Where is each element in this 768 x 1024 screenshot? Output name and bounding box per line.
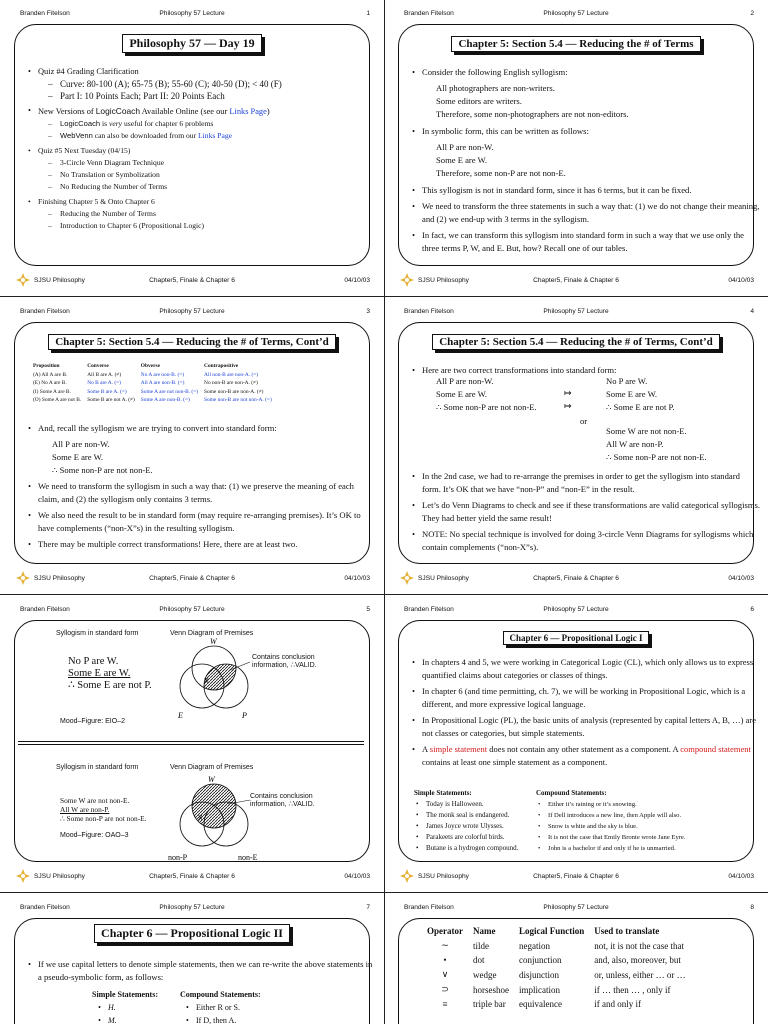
transformation-right-1: No P are W. Some E are W. ∴ Some E are not P. [606,376,675,412]
bullet: • If we use capital letters to denote simple statements, then we can re-write the above statements in a pseudo-symbolic form, as follows: [26,958,376,984]
syllogism-line: Some E are W. [436,155,488,165]
section-divider [18,741,364,742]
bullet: • Let’s do Venn Diagrams to check and see if these transformations are valid categorical syllogisms. They had better yield the same result! [410,499,760,525]
links-page-link[interactable]: Links Page [198,131,232,140]
syllogism-bottom: Some W are not non-E. All W are non-P. ∴ Some non-P are not non-E. [60,796,147,823]
sub-bullet: – Curve: 80-100 (A); 65-75 (B); 55-60 (C); 40-50 (D); < 40 (F) [38,78,376,90]
slide-header: Branden Fitelson Philosophy 57 Lecture 8 [404,904,754,911]
sub-bullet: – Part I: 10 Points Each; Part II: 20 Points Each [38,90,376,102]
syllogism-top: No P are W. Some E are W. ∴ Some E are not P. [68,656,152,691]
slide-5 [0,596,384,892]
svg-text:non-E: non-E [238,853,258,862]
syllogism-line: All P are non-W. [52,439,110,449]
slide-header: Branden Fitelson Philosophy 57 Lecture 4 [404,308,754,315]
bullet: • New Versions of LogicCoach Available Online (see our Links Page) – LogicCoach is very useful for chapter 6 problems – WebVenn can also be downloaded from our Links Page [26,105,376,142]
conclusion-note: Contains conclusion information, ∴VALID. [252,654,317,669]
slide-footer: SJSU Philosophy Chapter5, Finale & Chapter 6 04/10/03 [394,276,758,288]
slide-body [26,958,376,987]
mood-figure: Mood–Figure: OAO–3 [60,832,129,839]
syllogism-line: All photographers are non-writers. [436,83,555,93]
slide-title: Chapter 5: Section 5.4 — Reducing the # of Terms, Cont’d [384,332,768,350]
slide-footer: SJSU Philosophy Chapter5, Finale & Chapter 6 04/10/03 [10,872,374,884]
slide-3 [0,298,384,594]
sub-bullet: – LogicCoach is very useful for chapter 6 problems [38,118,376,130]
slide-8 [384,894,768,1024]
horizontal-divider [0,892,768,893]
slide-header: Branden Fitelson Philosophy 57 Lecture 6 [404,606,754,613]
slide-title: Philosophy 57 — Day 19 [0,34,384,53]
conversion-table: Proposition Converse Obverse Contrapositive (A) All A are B. All B are A. (≠) No A are non-B. (=) All non-B are non-A. (=) (E) No A are B. No B are A. (=) All A are non-B. (=) No non-B are non-A. (≠) (I) Some A are B. Some B are A. (=) Some A are not non-B. (=) Some non-B are non-A. (≠) (O) Some A are not B. Some B are not A. (≠) Some A are non-B. (=) Some non-B are not non-A. (=) [33,363,272,403]
bullet: • NOTE: No special technique is involved for doing 3-circle Venn Diagrams for syllogisms which contain complements (“non-X”s). [410,528,760,554]
slide-body [410,656,760,772]
slide-title: Chapter 6 — Propositional Logic II [0,924,384,943]
slide-footer: SJSU Philosophy Chapter5, Finale & Chapter 6 04/10/03 [10,276,374,288]
author: Branden Fitelson [20,10,70,17]
transformation-left: All P are non-W. Some E are W. ∴ Some non-P are not non-E. [436,376,537,412]
sub-bullet: – Reducing the Number of Terms [38,208,376,220]
section-divider [18,744,364,745]
slide-title: Chapter 6 — Propositional Logic I [384,628,768,646]
compound-statements: Compound Statements: • Either R or S. • If D, then A. [180,988,261,1024]
sub-bullet: – No Translation or Symbolization [38,169,376,181]
bullet: • Finishing Chapter 5 & Onto Chapter 6 – Reducing the Number of Terms – Introduction to Chapter 6 (Propositional Logic) [26,196,376,232]
sub-bullet: – Introduction to Chapter 6 (Propositional Logic) [38,220,376,232]
syllogism-label: Syllogism in standard form [56,764,139,771]
slide-1 [0,0,384,296]
bullet: • In chapter 6 (and time permitting, ch. 7), we will be working in Propositional Logic, which is a different, and more expressive logical language. [410,685,760,711]
bullet: • Consider the following English syllogism: [410,66,760,79]
bullet: • We need to transform the three statements in such a way that: (1) we do not change their meaning, and (2) we end-up with 3 terms in the syllogism. [410,200,760,226]
syllogism-line: Some editors are writers. [436,96,522,106]
slide-6 [384,596,768,892]
simple-statements: Simple Statements: • H. • M. [92,988,158,1024]
maps-to-arrow: ↦ [564,388,572,398]
slide-footer: SJSU Philosophy Chapter5, Finale & Chapter 6 04/10/03 [394,574,758,586]
bullet: • A simple statement does not contain any other statement as a component. A compound statement contains at least one simple statement as a component. [410,743,760,769]
or-label: or [580,416,588,426]
bullet: • We need to transform the syllogism in such a way that: (1) we preserve the meaning of each claim, and (2) the syllogism only contains 3 terms. [26,480,376,506]
slide-title: Chapter 5: Section 5.4 — Reducing the # of Terms, Cont’d [0,332,384,350]
syllogism-line: All P are non-W. [436,142,494,152]
compound-statements: Compound Statements: • Either it’s raining or it’s snowing. • If Dell introduces a new line, then Apple will also. • Snow is white and the sky is blue. • It is not the case that Emily Bronte wrote Jane Eyre. • John is a bachelor if and only if he is unmarried. [536,788,746,854]
slide-header: Branden Fitelson Philosophy 57 Lecture 7 [20,904,370,911]
bullet: • This syllogism is not in standard form, since it has 6 terms, but it can be fixed. [410,184,760,197]
slide-header: Branden Fitelson Philosophy 57 Lecture 5 [20,606,370,613]
bullet: • In fact, we can transform this syllogism into standard form in such a way that we use only the three terms P, W, and E. But, how? Recall one of our tables. [410,229,760,255]
horizontal-divider [0,594,768,595]
svg-text:X: X [204,678,209,685]
operator-table: Operator Name Logical Function Used to translate ∼ tilde negation not, it is not the case that • dot conjunction and, also, moreover, but ∨ wedge disjunction or, unless, either … or … ⊃ horseshoe implication if … then … , only if ≡ triple bar equivalence if and only if [427,926,686,1009]
bullet: • And, recall the syllogism we are trying to convert into standard form: [26,422,376,435]
slide-header [10,10,374,22]
slide-footer: SJSU Philosophy Chapter5, Finale & Chapter 6 04/10/03 [394,872,758,884]
slide-2 [384,0,768,296]
venn-label: Venn Diagram of Premises [170,630,254,637]
bullet: • In symbolic form, this can be written as follows: [410,125,760,138]
horizontal-divider [0,296,768,297]
sub-bullet: – WebVenn can also be downloaded from our Links Page [38,130,376,142]
venn-diagram-bottom [158,774,368,864]
svg-text:P: P [242,711,247,720]
syllogism-line: Therefore, some non-P are not non-E. [436,168,566,178]
slide-footer: SJSU Philosophy Chapter5, Finale & Chapter 6 04/10/03 [10,574,374,586]
bullet: • Quiz #5 Next Tuesday (04/15) – 3-Circle Venn Diagram Technique – No Translation or Symbolization – No Reducing the Number of Terms [26,145,376,193]
sub-bullet: – 3-Circle Venn Diagram Technique [38,157,376,169]
venn-diagram-top [168,636,368,726]
bullet: • In the 2nd case, we had to re-arrange the premises in order to get the syllogism into standard form. It’s OK that we have “non-P” and “non-E” in the result. [410,470,760,496]
bullet: • Here are two correct transformations into standard form: [410,364,760,377]
svg-text:W: W [210,637,217,646]
maps-to-arrow: ↦ [564,401,572,411]
slide-7 [0,894,384,1024]
slide-body [26,422,376,554]
links-page-link[interactable]: Links Page [229,107,267,116]
syllogism-line: Therefore, some non-photographers are not non-editors. [436,109,629,119]
slide-number: 1 [366,10,370,17]
svg-text:non-P: non-P [168,853,188,862]
transformation-right-2: Some W are not non-E. All W are non-P. ∴ Some non-P are not non-E. [606,426,707,462]
svg-text:W: W [208,775,215,784]
venn-label: Venn Diagram of Premises [170,764,254,771]
bullet: • Quiz #4 Grading Clarification – Curve: 80-100 (A); 65-75 (B); 55-60 (C); 40-50 (D); < 40 (F) – Part I: 10 Points Each; Part II: 20 Points Each [26,66,376,102]
slide-body [410,66,760,258]
slide-header: Branden Fitelson Philosophy 57 Lecture 3 [20,308,370,315]
syllogism-label: Syllogism in standard form [56,630,139,637]
course-title: Philosophy 57 Lecture [159,10,225,17]
bullet: • We also need the result to be in standard form (may require re-arranging premises). It’s OK to have complements (“non-X”s) in the resulting syllogism. [26,509,376,535]
slide-body-lower [410,470,760,557]
svg-text:X: X [198,815,203,822]
bullet: • In Propositional Logic (PL), the basic units of analysis (represented by capital letters A, B, …) are not classes or categories, but simple statements. [410,714,760,740]
syllogism-line: ∴ Some non-P are not non-E. [52,465,153,475]
syllogism-line: Some E are W. [52,452,104,462]
conclusion-note: Contains conclusion information, ∴VALID. [250,793,315,808]
simple-statements: Simple Statements: • Today is Halloween. • The monk seal is endangered. • James Joyce wrote Ulysses. • Parakeets are colorful birds. • Butane is a hydrogen compound. [414,788,534,854]
slide-4 [384,298,768,594]
slide-title: Chapter 5: Section 5.4 — Reducing the # of Terms [384,34,768,52]
mood-figure: Mood–Figure: EIO–2 [60,718,125,725]
bullet: • There may be multiple correct transformations! Here, there are at least two. [26,538,376,551]
sub-bullet: – No Reducing the Number of Terms [38,181,376,193]
slide-body [26,66,376,235]
bullet: • In chapters 4 and 5, we were working in Categorical Logic (CL), which only allows us to express quantified claims about categories or classes of things. [410,656,760,682]
slide-header: Branden Fitelson Philosophy 57 Lecture 2 [404,10,754,17]
svg-text:E: E [178,711,183,720]
